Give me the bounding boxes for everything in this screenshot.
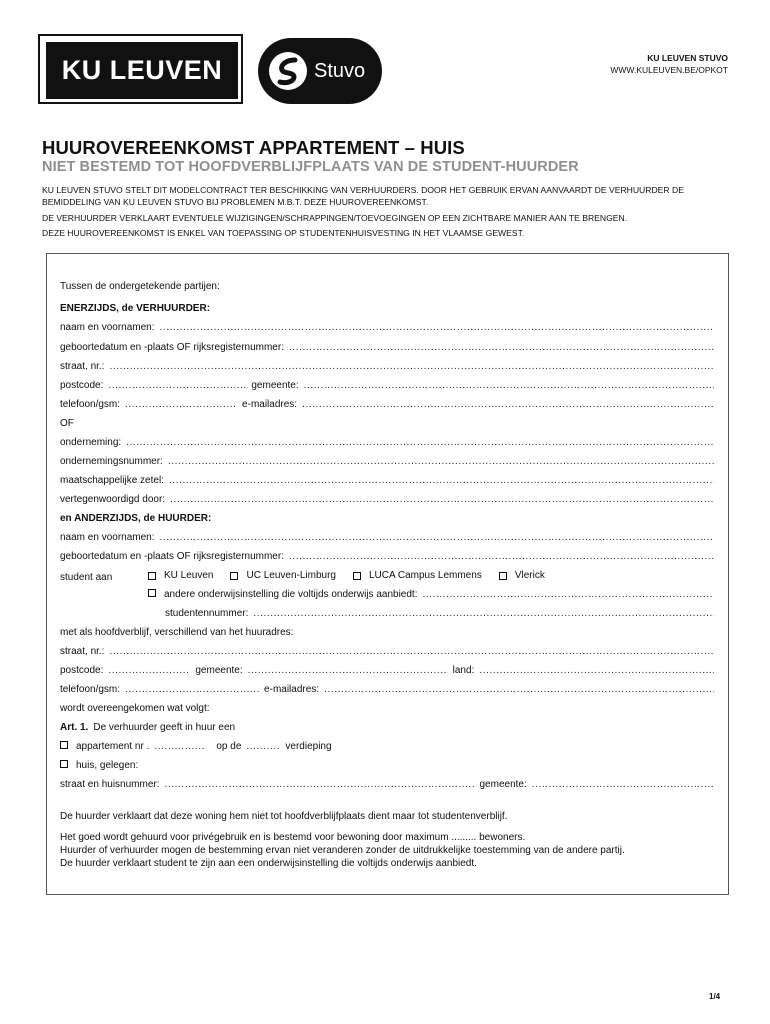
usage-line: Het goed wordt gehuurd voor privégebruik en is bestemd voor bewoning door maximum ......... bewoners. xyxy=(60,832,526,843)
institution-option[interactable]: Vlerick xyxy=(499,569,545,583)
tenant-name-field[interactable]: naam en voornamen: ..... xyxy=(60,531,714,545)
company-field[interactable]: onderneming: ..... xyxy=(60,436,714,450)
tenant-postcode-row[interactable]: postcode: ..... gemeente: ..... land: ..... xyxy=(60,664,714,678)
landlord-postcode-row[interactable]: postcode: ..... gemeente: ..... xyxy=(60,379,714,393)
declaration-residence: De huurder verklaart dat deze woning hem niet tot hoofdverblijfplaats dient maar tot studentenverblijf. xyxy=(60,811,508,822)
article-1: Art. 1. De verhuurder geeft in huur een xyxy=(60,722,236,733)
institution-option[interactable]: UC Leuven-Limburg xyxy=(230,569,336,583)
institution-option[interactable]: KU Leuven xyxy=(148,569,213,583)
landlord-contact-row[interactable]: telefoon/gsm: ..... e-mailadres: ..... xyxy=(60,398,714,412)
checkbox-icon[interactable] xyxy=(60,741,68,749)
parties-intro: Tussen de ondergetekende partijen: xyxy=(60,281,220,292)
main-residence-label: met als hoofdverblijf, verschillend van het huuradres: xyxy=(60,627,294,638)
document-title: HUUROVEREENKOMST APPARTEMENT – HUIS xyxy=(42,137,465,158)
header-contact xyxy=(610,52,728,76)
intro-paragraph: DEZE HUUROVEREENKOMST IS ENKEL VAN TOEPASSING OP STUDENTENHUISVESTING IN HET VLAAMSE GEWEST. xyxy=(42,227,525,238)
stuvo-logo xyxy=(258,38,382,104)
tenant-contact-row[interactable]: telefoon/gsm: ..... e-mailadres: ..... xyxy=(60,683,714,697)
stuvo-s-icon xyxy=(268,51,308,91)
ku-leuven-logo-text: KU LEUVEN xyxy=(61,55,223,85)
tenant-birth-field[interactable]: geboortedatum en -plaats OF rijksregisternummer: ..... xyxy=(60,550,714,564)
ku-leuven-logo xyxy=(38,34,243,104)
document-subtitle: NIET BESTEMD TOT HOOFDVERBLIJFPLAATS VAN DE STUDENT-HUURDER xyxy=(42,159,579,175)
org-name: KU LEUVEN STUVO xyxy=(647,53,728,63)
intro-text xyxy=(42,184,732,242)
landlord-heading: ENERZIJDS, de VERHUURDER: xyxy=(60,303,211,314)
house-option[interactable]: huis, gelegen: xyxy=(60,759,714,773)
company-number-field[interactable]: ondernemingsnummer: ..... xyxy=(60,455,714,469)
stuvo-logo-text: Stuvo xyxy=(314,59,366,82)
intro-paragraph: KU LEUVEN STUVO STELT DIT MODELCONTRACT TER BESCHIKKING VAN VERHUURDERS. DOOR HET GEBRUIK ERVAN AANVAARDT DE VERHUURDER DE BEMIDDELING VAN KU LEUVEN STUVO BIJ PROBLEMEN M.B.T. DEZE HUUROVEREENKOMST. xyxy=(42,185,684,208)
address-row[interactable]: straat en huisnummer: ..... gemeente: ..... xyxy=(60,778,714,792)
consent-line: Huurder of verhuurder mogen de bestemming ervan niet veranderen zonder de uitdrukkelijke toestemming van de andere partij. xyxy=(60,845,625,856)
student-institution-row: student aan KU Leuven UC Leuven-Limburg LUCA Campus Lemmens Vlerick xyxy=(60,570,545,583)
landlord-street-field[interactable]: straat, nr.: ..... xyxy=(60,360,714,374)
contract-form xyxy=(46,253,729,895)
checkbox-icon[interactable] xyxy=(148,589,156,597)
landlord-name-field[interactable]: naam en voornamen: ..... xyxy=(60,321,714,335)
checkbox-icon[interactable] xyxy=(499,572,507,580)
intro-paragraph: DE VERHUURDER VERKLAART EVENTUELE WIJZIGINGEN/SCHRAPPINGEN/TOEVOEGINGEN OP EEN ZICHTBARE MANIER AAN TE BRENGEN. xyxy=(42,212,628,223)
student-number-field[interactable]: studentennummer: ..... xyxy=(165,607,714,621)
checkbox-icon[interactable] xyxy=(230,572,238,580)
checkbox-icon[interactable] xyxy=(60,760,68,768)
page-number: 1/4 xyxy=(709,992,721,1001)
registered-seat-field[interactable]: maatschappelijke zetel: ..... xyxy=(60,474,714,488)
represented-by-field[interactable]: vertegenwoordigd door: ..... xyxy=(60,493,714,507)
website-link[interactable]: WWW.KULEUVEN.BE/OPKOT xyxy=(610,65,728,75)
tenant-street-field[interactable]: straat, nr.: ..... xyxy=(60,645,714,659)
tenant-heading: en ANDERZIJDS, de HUURDER: xyxy=(60,513,212,524)
checkbox-icon[interactable] xyxy=(148,572,156,580)
or-label: OF xyxy=(60,418,74,429)
institution-option[interactable]: LUCA Campus Lemmens xyxy=(353,569,482,583)
apartment-option[interactable]: appartement nr . ..... op de ..... verdieping xyxy=(60,740,714,754)
agreed-label: wordt overeengekomen wat volgt: xyxy=(60,703,210,714)
other-institution-field[interactable]: andere onderwijsinstelling die voltijds onderwijs aanbiedt: ..... xyxy=(148,588,714,602)
landlord-birth-field[interactable]: geboortedatum en -plaats OF rijksregisternummer: ..... xyxy=(60,341,714,355)
checkbox-icon[interactable] xyxy=(353,572,361,580)
student-declaration: De huurder verklaart student te zijn aan een onderwijsinstelling die voltijds onderwijs aanbiedt. xyxy=(60,858,477,869)
